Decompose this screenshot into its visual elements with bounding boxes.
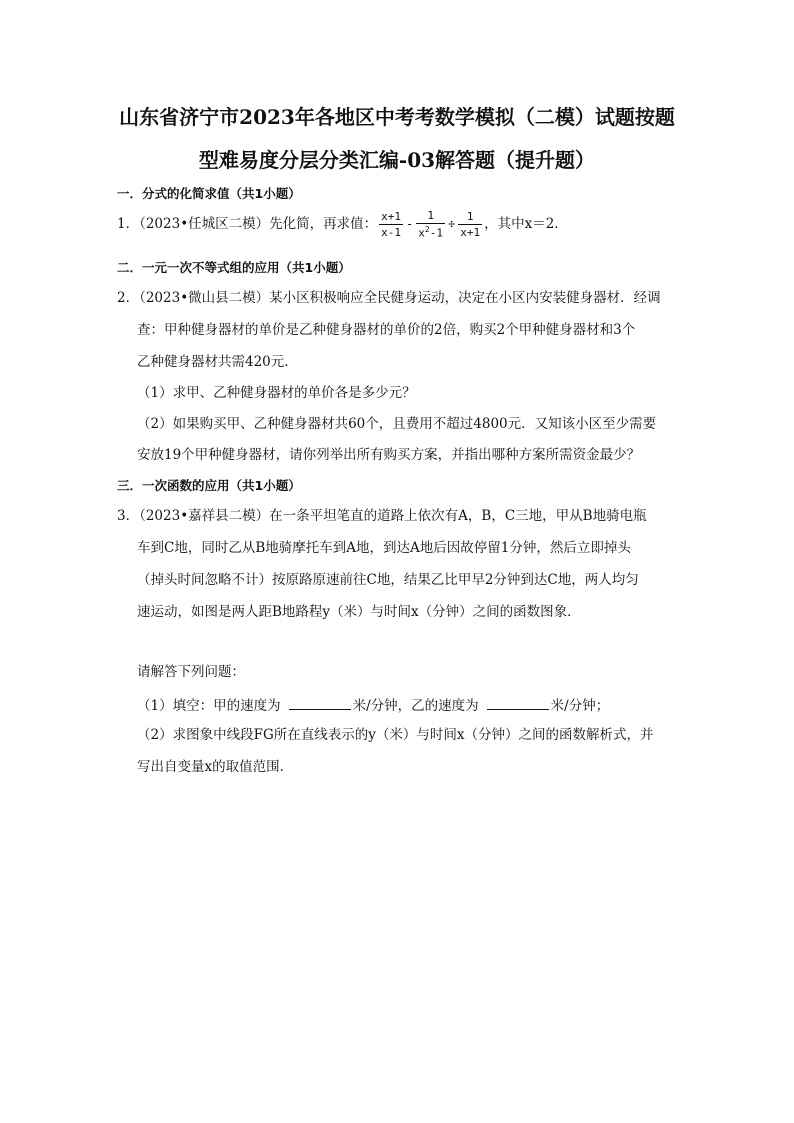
fraction-1: $\frac{x+1}{x-1}$ — [381, 209, 402, 239]
document-title-line-1: 山东省济宁市2023年各地区中考考数学模拟（二模）试题按题 — [119, 105, 675, 129]
question-3-line-2: 车到C地，同时乙从B地骑摩托车到A地，到达A地后因故停留1分钟，然后立即掉头 — [137, 540, 631, 556]
section-heading-3: 三．一次函数的应用（共1小题） — [117, 478, 301, 493]
question-2-sub-2-line-1: （2）如果购买甲、乙种健身器材共60个，且费用不超过4800元．又知该小区至少需要 — [137, 416, 657, 432]
divide-sign: ÷ — [447, 217, 456, 232]
question-2-sub-1: （1）求甲、乙种健身器材的单价各是多少元？ — [137, 385, 416, 401]
question-3-line-4: 速运动，如图是两人距B地路程y（米）与时间x（分钟）之间的函数图象． — [137, 604, 581, 620]
question-2-line-2: 查：甲种健身器材的单价是乙种健身器材的单价的2倍，购买2个甲种健身器材和3个 — [137, 322, 636, 338]
fraction-2: $\frac{1}{x^2-1}$ — [418, 209, 443, 240]
question-1-suffix: ，其中x＝2． — [484, 215, 568, 232]
question-1-prefix: 1．（2023•任城区二模）先化简，再求值： — [117, 215, 378, 232]
minus-sign: - — [406, 217, 414, 232]
question-2-line-1: 2．（2023•微山县二模）某小区积极响应全民健身运动，决定在小区内安装健身器材．经调 — [117, 290, 661, 306]
question-3-sub-2-line-1: （2）求图象中线段FG所在直线表示的y（米）与时间x（分钟）之间的函数解析式，并 — [137, 727, 654, 743]
question-3-sub-1: （1）填空：甲的速度为 米/分钟，乙的速度为 米/分钟； — [137, 698, 610, 714]
answer-blank-2[interactable] — [487, 697, 549, 710]
question-3-line-1: 3．（2023•嘉祥县二模）在一条平坦笔直的道路上依次有A，B，C三地，甲从B地骑电瓶 — [117, 508, 647, 524]
question-3-prompt: 请解答下列问题： — [137, 664, 245, 680]
question-3-line-3: （掉头时间忽略不计）按原路原速前往C地，结果乙比甲早2分钟到达C地，两人均匀 — [137, 572, 639, 588]
document-title-line-2: 型难易度分层分类汇编-03解答题（提升题） — [198, 148, 596, 172]
section-heading-2: 二．一元一次不等式组的应用（共1小题） — [117, 260, 351, 275]
question-1 — [117, 210, 568, 239]
question-2-sub-2-line-2: 安放19个甲种健身器材，请你列举出所有购买方案，并指出哪种方案所需资金最少？ — [137, 447, 641, 463]
answer-blank-1[interactable] — [289, 697, 351, 710]
question-2-line-3: 乙种健身器材共需420元． — [137, 354, 298, 370]
section-heading-1: 一．分式的化简求值（共1小题） — [117, 186, 301, 201]
question-3-sub-2-line-2: 写出自变量x的取值范围． — [137, 759, 294, 775]
fraction-3: $\frac{1}{x+1}$ — [460, 209, 481, 239]
